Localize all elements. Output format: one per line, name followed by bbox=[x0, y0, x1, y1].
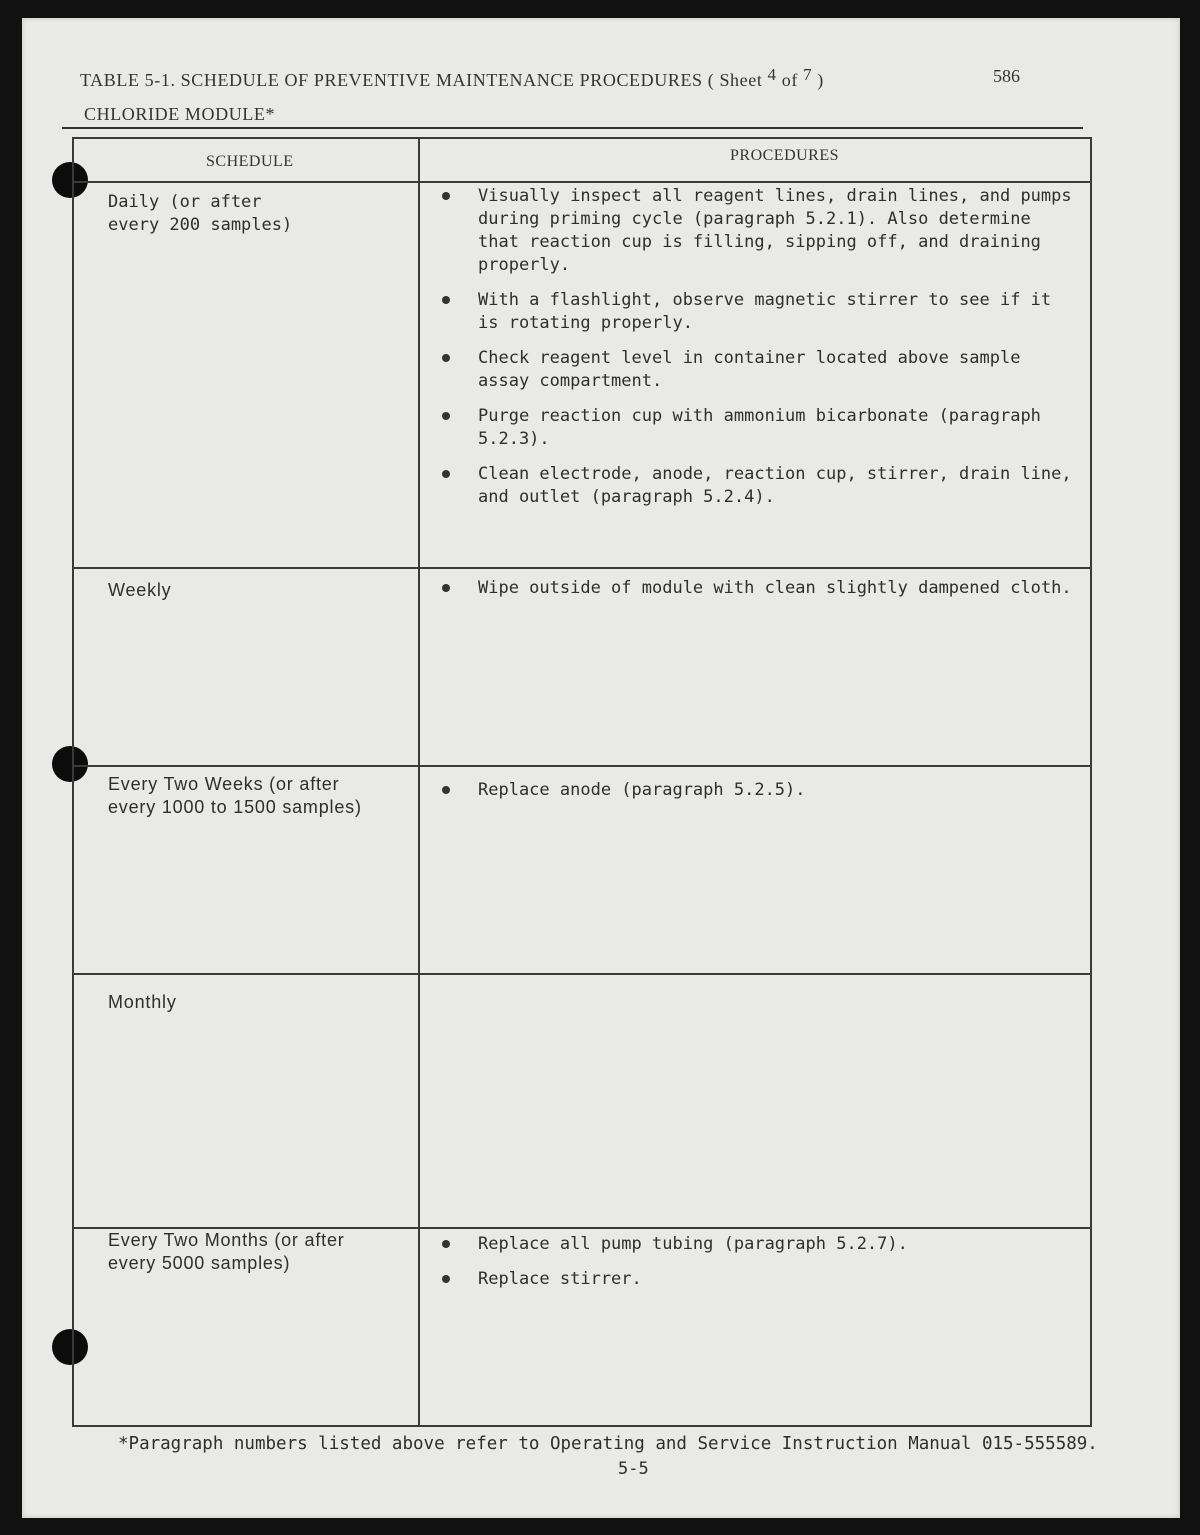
schedule-line: Monthly bbox=[108, 992, 177, 1012]
procedure-item bbox=[436, 289, 1076, 335]
row-divider-1 bbox=[74, 567, 1090, 569]
bullet-icon bbox=[442, 470, 450, 478]
procedure-text: With a flashlight, observe magnetic stirrer to see if it is rotating properly. bbox=[478, 290, 1052, 333]
procedure-item bbox=[436, 577, 1076, 600]
schedule-line: Weekly bbox=[108, 580, 172, 600]
row-divider-2 bbox=[74, 765, 1090, 767]
procedure-item bbox=[436, 1268, 1076, 1291]
schedule-monthly bbox=[108, 991, 418, 1014]
procedure-text: Replace all pump tubing (paragraph 5.2.7). bbox=[478, 1234, 908, 1254]
procedure-text: Replace anode (paragraph 5.2.5). bbox=[478, 780, 806, 800]
row-divider-3 bbox=[74, 973, 1090, 975]
procedure-item bbox=[436, 405, 1076, 451]
table-top-rule bbox=[62, 127, 1083, 129]
of-label: of bbox=[781, 70, 798, 90]
procedures-daily bbox=[436, 185, 1076, 509]
page-number: 5-5 bbox=[618, 1459, 649, 1479]
schedule-every-two-weeks bbox=[108, 773, 418, 819]
procedure-text: Check reagent level in container located above sample assay compartment. bbox=[478, 348, 1021, 391]
procedure-text: Replace stirrer. bbox=[478, 1269, 642, 1289]
maintenance-table bbox=[72, 137, 1092, 1427]
schedule-daily bbox=[108, 191, 418, 237]
sheet-total: 7 bbox=[803, 65, 813, 84]
page-reference: 586 bbox=[993, 66, 1020, 86]
table-title bbox=[80, 65, 824, 91]
bullet-icon bbox=[442, 786, 450, 794]
bullet-icon bbox=[442, 296, 450, 304]
procedures-weekly bbox=[436, 577, 1076, 600]
module-title: CHLORIDE MODULE* bbox=[84, 104, 276, 124]
bullet-icon bbox=[442, 192, 450, 200]
schedule-line: Daily (or after bbox=[108, 192, 262, 212]
procedure-item bbox=[436, 463, 1076, 509]
procedures-every-two-weeks bbox=[436, 779, 1076, 802]
procedures-column-header: PROCEDURES bbox=[730, 147, 840, 164]
bullet-icon bbox=[442, 1240, 450, 1248]
bullet-icon bbox=[442, 584, 450, 592]
procedure-item bbox=[436, 779, 1076, 802]
procedure-text: Visually inspect all reagent lines, drain lines, and pumps during priming cycle (paragraph 5.2.1). Also determine that reaction cup is filling, sipping off, and draining properly. bbox=[478, 186, 1072, 275]
procedure-item bbox=[436, 347, 1076, 393]
bullet-icon bbox=[442, 1275, 450, 1283]
bullet-icon bbox=[442, 412, 450, 420]
schedule-weekly bbox=[108, 579, 418, 602]
schedule-line: Every Two Weeks (or after bbox=[108, 774, 340, 794]
schedule-every-two-months bbox=[108, 1229, 418, 1275]
schedule-column-header: SCHEDULE bbox=[206, 153, 294, 170]
schedule-line: every 200 samples) bbox=[108, 215, 293, 235]
bullet-icon bbox=[442, 354, 450, 362]
header-divider bbox=[74, 181, 1090, 183]
procedure-item bbox=[436, 1233, 1076, 1256]
close-paren: ) bbox=[817, 70, 824, 90]
column-divider bbox=[418, 139, 420, 1425]
footnote: *Paragraph numbers listed above refer to Operating and Service Instruction Manual 015-555589. bbox=[118, 1434, 1098, 1454]
procedure-item bbox=[436, 185, 1076, 277]
procedures-every-two-months bbox=[436, 1233, 1076, 1291]
schedule-line: Every Two Months (or after bbox=[108, 1230, 345, 1250]
procedure-text: Purge reaction cup with ammonium bicarbonate (paragraph 5.2.3). bbox=[478, 406, 1041, 449]
schedule-line: every 5000 samples) bbox=[108, 1253, 291, 1273]
schedule-line: every 1000 to 1500 samples) bbox=[108, 797, 362, 817]
sheet-number: 4 bbox=[767, 65, 777, 84]
procedure-text: Clean electrode, anode, reaction cup, stirrer, drain line, and outlet (paragraph 5.2.4). bbox=[478, 464, 1072, 507]
procedure-text: Wipe outside of module with clean slightly dampened cloth. bbox=[478, 578, 1072, 598]
table-title-prefix: TABLE 5-1. SCHEDULE OF PREVENTIVE MAINTENANCE PROCEDURES ( Sheet bbox=[80, 70, 763, 90]
